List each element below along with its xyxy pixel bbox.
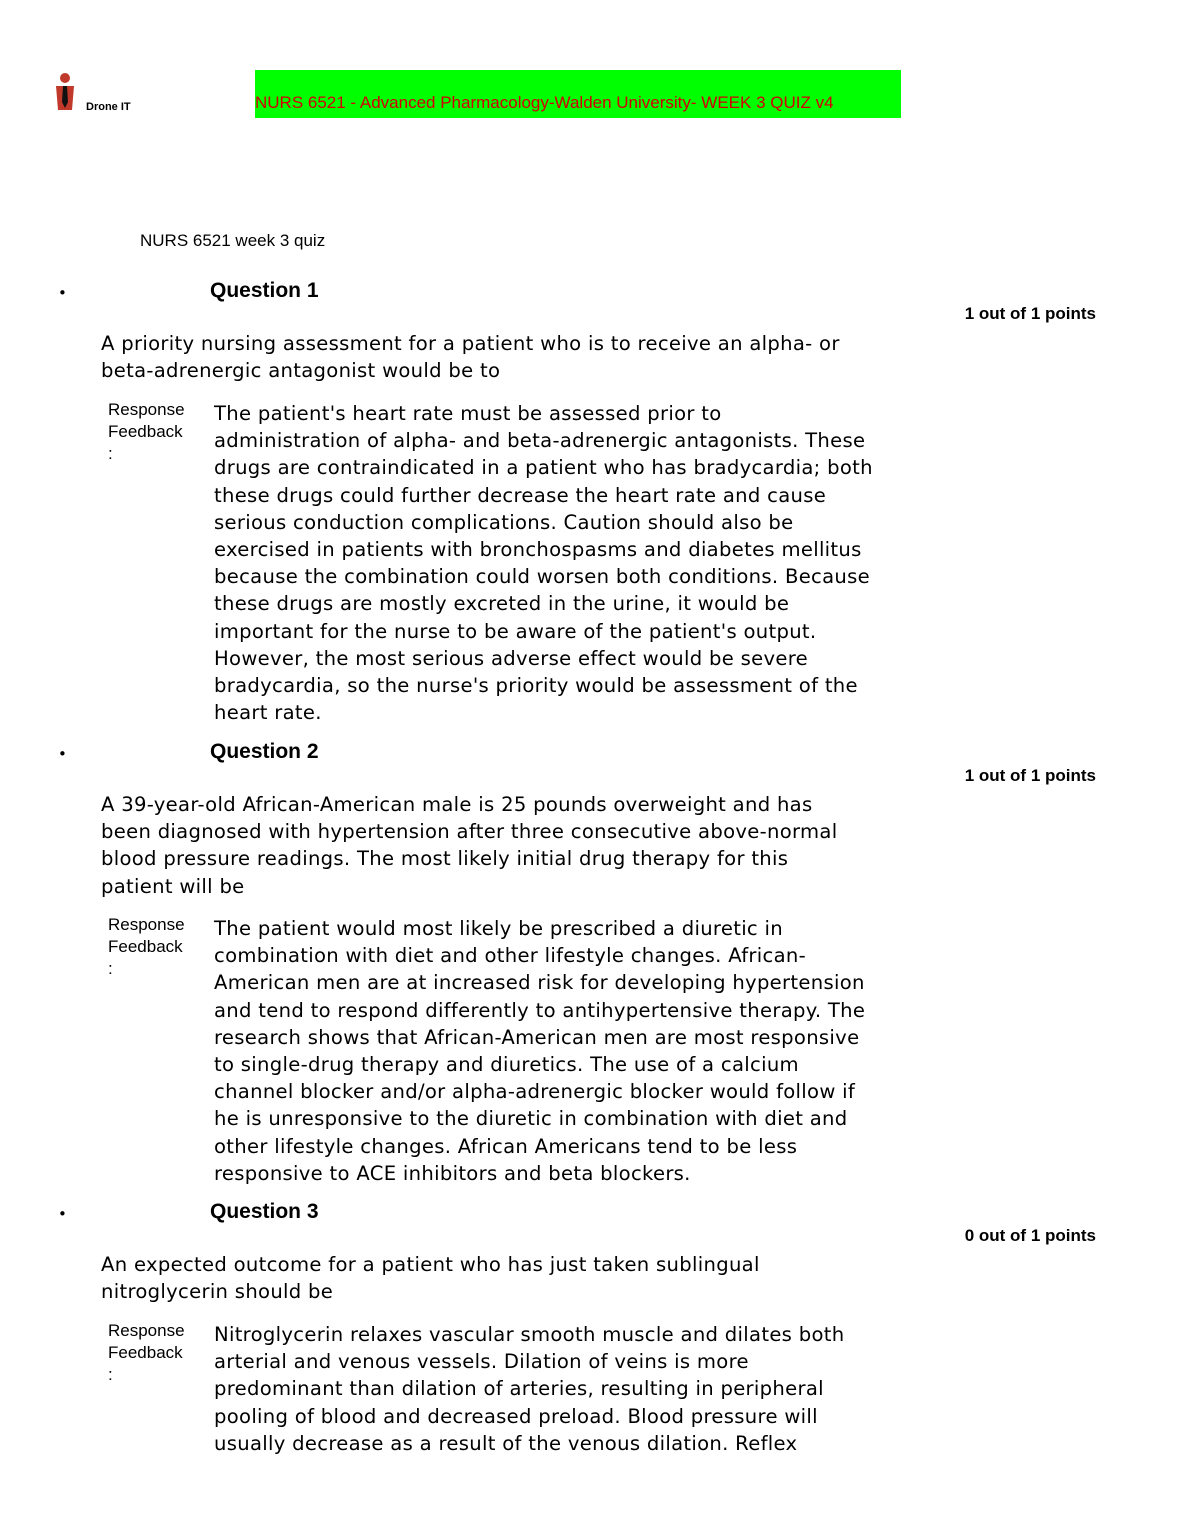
feedback-line: and tend to respond differently to antihypertensive therapy. The xyxy=(214,998,866,1022)
question-text-line: An expected outcome for a patient who has just taken sublingual xyxy=(101,1253,760,1276)
feedback-line: these drugs could further decrease the heart rate and cause xyxy=(214,483,827,507)
label-line: : xyxy=(108,959,113,978)
feedback-text xyxy=(214,915,1004,1187)
label-line: Response xyxy=(108,400,185,419)
question-points: 1 out of 1 points xyxy=(964,766,1096,785)
response-feedback-label xyxy=(108,914,208,980)
question-text xyxy=(101,1251,981,1305)
feedback-text xyxy=(214,1321,1004,1457)
drone-it-logo-icon xyxy=(52,72,78,112)
feedback-line: The patient would most likely be prescribed a diuretic in xyxy=(214,917,783,940)
feedback-line: American men are at increased risk for developing hypertension xyxy=(214,971,865,995)
question-text-line: been diagnosed with hypertension after three consecutive above-normal xyxy=(101,820,838,844)
response-feedback-label xyxy=(108,1320,208,1386)
question-text xyxy=(101,791,981,900)
feedback-line: arterial and venous vessels. Dilation of veins is more xyxy=(214,1350,749,1374)
bullet: • xyxy=(58,1205,67,1223)
label-line: : xyxy=(108,444,113,463)
response-feedback-label xyxy=(108,399,208,465)
question-text xyxy=(101,330,981,384)
feedback-line: other lifestyle changes. African Americans tend to be less xyxy=(214,1134,798,1158)
feedback-line: administration of alpha- and beta-adrenergic antagonists. These xyxy=(214,429,866,453)
header-banner xyxy=(255,70,901,118)
logo-text: Drone IT xyxy=(86,101,131,113)
label-line: Feedback xyxy=(108,1343,183,1362)
feedback-line: because the combination could worsen both conditions. Because xyxy=(214,565,871,589)
feedback-line: important for the nurse to be aware of the patient's output. xyxy=(214,619,817,643)
question-text-line: A priority nursing assessment for a patient who is to receive an alpha- or xyxy=(101,332,840,355)
label-line: : xyxy=(108,1365,113,1384)
feedback-line: pooling of blood and decreased preload. Blood pressure will xyxy=(214,1404,818,1428)
feedback-line: However, the most serious adverse effect would be severe xyxy=(214,646,809,670)
feedback-line: these drugs are mostly excreted in the urine, it would be xyxy=(214,592,790,616)
question-text-line: blood pressure readings. The most likely initial drug therapy for this xyxy=(101,847,789,871)
feedback-line: Nitroglycerin relaxes vascular smooth muscle and dilates both xyxy=(214,1323,845,1346)
question-text-line: nitroglycerin should be xyxy=(101,1280,334,1304)
label-line: Response xyxy=(108,1321,185,1340)
feedback-text xyxy=(214,400,1004,726)
banner-title: NURS 6521 - Advanced Pharmacology-Walden University- WEEK 3 QUIZ v4 xyxy=(255,93,834,112)
feedback-line: serious conduction complications. Caution should also be xyxy=(214,510,794,534)
question-points: 0 out of 1 points xyxy=(964,1226,1096,1245)
question-title: Question 2 xyxy=(210,740,319,763)
feedback-line: drugs are contraindicated in a patient who has bradycardia; both xyxy=(214,456,873,480)
question-points: 1 out of 1 points xyxy=(964,304,1096,323)
feedback-line: usually decrease as a result of the venous dilation. Reflex xyxy=(214,1431,798,1455)
question-text-line: beta-adrenergic antagonist would be to xyxy=(101,359,501,383)
feedback-line: combination with diet and other lifestyle changes. African- xyxy=(214,944,806,968)
label-line: Feedback xyxy=(108,937,183,956)
label-line: Response xyxy=(108,915,185,934)
feedback-line: to single-drug therapy and diuretics. The use of a calcium xyxy=(214,1053,799,1077)
feedback-line: predominant than dilation of arteries, resulting in peripheral xyxy=(214,1377,824,1401)
bullet: • xyxy=(58,745,67,763)
question-title: Question 3 xyxy=(210,1200,319,1223)
question-text-line: patient will be xyxy=(101,874,245,898)
bullet: • xyxy=(58,284,67,302)
question-title: Question 1 xyxy=(210,279,319,302)
feedback-line: he is unresponsive to the diuretic in combination with diet and xyxy=(214,1107,848,1131)
feedback-line: exercised in patients with bronchospasms and diabetes mellitus xyxy=(214,538,862,562)
feedback-line: research shows that African-American men are most responsive xyxy=(214,1025,860,1049)
page-subtitle: NURS 6521 week 3 quiz xyxy=(140,231,326,250)
feedback-line: The patient's heart rate must be assessed prior to xyxy=(214,402,722,425)
feedback-line: channel blocker and/or alpha-adrenergic blocker would follow if xyxy=(214,1080,856,1104)
feedback-line: heart rate. xyxy=(214,701,322,725)
question-text-line: A 39-year-old African-American male is 25 pounds overweight and has xyxy=(101,793,813,816)
feedback-line: responsive to ACE inhibitors and beta blockers. xyxy=(214,1161,691,1185)
feedback-line: bradycardia, so the nurse's priority would be assessment of the xyxy=(214,674,858,698)
label-line: Feedback xyxy=(108,422,183,441)
